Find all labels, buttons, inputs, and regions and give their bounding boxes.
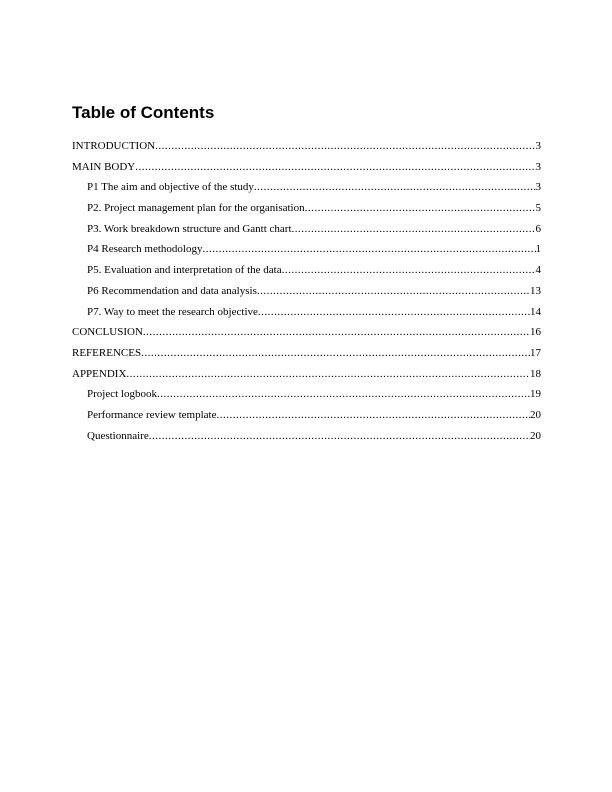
toc-page-number: 19	[530, 388, 541, 401]
toc-entry-label: P6 Recommendation and data analysis	[87, 284, 257, 297]
toc-entry-p4[interactable]	[72, 239, 541, 260]
toc-page-number: 14	[530, 305, 541, 318]
toc-entry-conclusion[interactable]	[72, 322, 541, 343]
toc-dot-leader	[149, 426, 530, 447]
toc-entry-p6[interactable]	[72, 281, 541, 302]
toc-dot-leader	[254, 177, 536, 198]
toc-entry-label: P2. Project management plan for the organisation	[87, 202, 305, 215]
toc-dot-leader	[217, 405, 531, 426]
toc-entry-label: Project logbook	[87, 388, 157, 401]
toc-entry-p7[interactable]	[72, 302, 541, 323]
toc-entry-label: CONCLUSION	[72, 326, 143, 339]
toc-entry-label: P5. Evaluation and interpretation of the data	[87, 264, 282, 277]
toc-page-number: 5	[535, 202, 541, 215]
toc-dot-leader	[155, 136, 535, 157]
toc-entry-references[interactable]	[72, 343, 541, 364]
toc-entry-p1[interactable]	[72, 177, 541, 198]
toc-list	[72, 136, 541, 446]
toc-entry-label: P1 The aim and objective of the study	[87, 181, 254, 194]
toc-entry-label: P7. Way to meet the research objective	[87, 305, 258, 318]
toc-entry-label: P3. Work breakdown structure and Gantt chart	[87, 222, 292, 235]
toc-dot-leader	[282, 260, 536, 281]
toc-page-number: 4	[535, 264, 541, 277]
toc-dot-leader	[157, 384, 530, 405]
toc-page-number: 13	[530, 284, 541, 297]
toc-title: Table of Contents	[72, 103, 215, 122]
toc-dot-leader	[126, 364, 530, 385]
toc-entry-p3[interactable]	[72, 219, 541, 240]
toc-entry-label: INTRODUCTION	[72, 140, 156, 152]
toc-entry-label: REFERENCES	[72, 346, 142, 359]
toc-page-number: 3	[535, 181, 541, 194]
toc-page-number: 20	[530, 408, 541, 421]
toc-dot-leader	[202, 239, 535, 260]
toc-entry-introduction[interactable]	[72, 136, 541, 157]
toc-page-number: 3	[535, 140, 541, 152]
toc-dot-leader	[258, 302, 530, 323]
toc-entry-label: Performance review template	[87, 408, 217, 421]
toc-entry-p5[interactable]	[72, 260, 541, 281]
toc-page-number: 3	[535, 160, 541, 173]
toc-dot-leader	[257, 281, 530, 302]
toc-entry-main-body[interactable]	[72, 157, 541, 178]
toc-page-number: 1	[535, 243, 541, 256]
toc-entry-label: APPENDIX	[72, 367, 127, 380]
toc-page-number: 17	[530, 346, 541, 359]
toc-entry-performance-review-template[interactable]	[72, 405, 541, 426]
toc-entry-project-logbook[interactable]	[72, 384, 541, 405]
toc-dot-leader	[292, 219, 536, 240]
toc-entry-label: P4 Research methodology	[87, 243, 203, 256]
toc-entry-label: MAIN BODY	[72, 160, 136, 173]
toc-page-number: 6	[535, 222, 541, 235]
toc-page-number: 18	[530, 367, 541, 380]
toc-page-number: 16	[530, 326, 541, 339]
toc-entry-p2[interactable]	[72, 198, 541, 219]
toc-dot-leader	[143, 322, 530, 343]
toc-dot-leader	[135, 157, 535, 178]
toc-page-number: 20	[530, 429, 541, 442]
toc-dot-leader	[305, 198, 536, 219]
toc-entry-appendix[interactable]	[72, 364, 541, 385]
toc-dot-leader	[141, 343, 530, 364]
toc-entry-label: Questionnaire	[87, 429, 149, 442]
toc-entry-questionnaire[interactable]	[72, 426, 541, 447]
